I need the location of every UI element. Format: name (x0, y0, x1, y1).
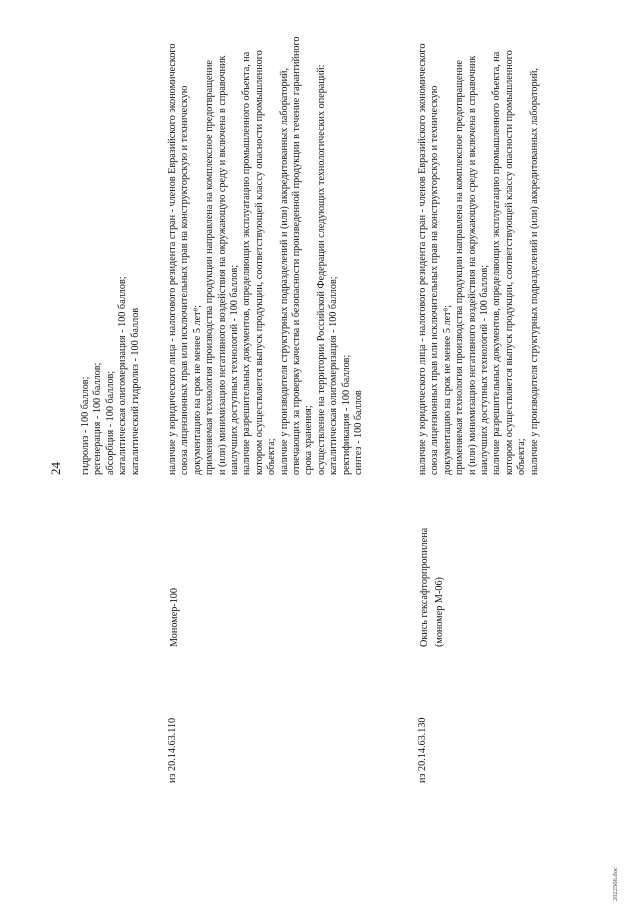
criteria-line: срока хранения; (303, 405, 315, 475)
criteria-line: ректификация - 100 баллов; (340, 354, 352, 475)
criteria-line: каталитическая олигомеризация - 100 баллов; (328, 276, 340, 475)
criteria-line: наличие разрешительных документов, определяющих эксплуатацию промышленного объекта, на (241, 51, 253, 475)
criteria-line: синтез - 100 баллов (353, 390, 365, 475)
criteria-line: и (или) минимизацию негативного воздействия на окружающую среду и включена в справочник (216, 55, 228, 475)
page-number: 24 (48, 462, 63, 475)
criteria-line: абсорбция - 100 баллов; (104, 370, 116, 475)
criteria-line: документацию на срок не менее 5 лет⁸; (441, 305, 453, 475)
product-criteria (417, 0, 541, 475)
criteria-line: каталитическая олигомеризация - 100 баллов; (117, 276, 129, 475)
criteria-line: объекта; (516, 438, 528, 475)
product-name: Мономер-100 (169, 588, 180, 647)
criteria-line: наличие у производителя структурных подразделений и (или) аккредитованных лабораторий, (528, 67, 540, 475)
criteria-line: наличие у юридического лица - налогового резидента стран - членов Евразийского экономического (417, 43, 428, 475)
criteria-line: документацию на срок не менее 5 лет⁸; (191, 305, 203, 475)
criteria-line: отвечающих за проверку качества и безопасности произведенной продукции в течение гарантийного (291, 36, 303, 475)
criteria-line: гидролиз - 100 баллов; (80, 376, 91, 475)
criteria-line: регенерация - 100 баллов; (92, 362, 104, 475)
file-code: 2022566.doc (612, 867, 619, 901)
criteria-line: союза лицензионных прав или исключительных прав на конструкторскую и техническую (179, 85, 191, 475)
product-code: из 20.14.63.110 (167, 717, 178, 783)
product-name: Окись гексафторпропилена (мономер М-06) (419, 527, 445, 647)
criteria-line: применяемая технология производства продукции направлена на комплексное предотвращение (204, 60, 216, 475)
criteria-line: применяемая технология производства продукции направлена на комплексное предотвращение (454, 60, 466, 475)
criteria-line: наилучших доступных технологий - 100 баллов; (229, 264, 241, 475)
product-code: из 20.14.63.130 (417, 717, 428, 783)
criteria-line: наличие у юридического лица - налогового резидента стран - членов Евразийского экономического (167, 43, 178, 475)
criteria-line: каталитический гидролиз - 100 баллов (129, 307, 141, 475)
criteria-line: котором осуществляется выпуск продукции, соответствующей классу опасности промышленного (503, 50, 515, 475)
criteria-line: наличие у производителя структурных подразделений и (или) аккредитованных лабораторий, (278, 67, 290, 475)
criteria-line: объекта; (266, 438, 278, 475)
criteria-line: котором осуществляется выпуск продукции, соответствующей классу опасности промышленного (253, 50, 265, 475)
criteria-line: и (или) минимизацию негативного воздействия на окружающую среду и включена в справочник (466, 55, 478, 475)
product-criteria (167, 0, 366, 475)
continued-criteria (80, 0, 142, 475)
criteria-line: осуществление на территории Российской Федерации следующих технологических операций: (315, 64, 327, 475)
criteria-line: наилучших доступных технологий - 100 баллов; (479, 264, 491, 475)
criteria-line: наличие разрешительных документов, определяющих эксплуатацию промышленного объекта, на (491, 51, 503, 475)
criteria-line: союза лицензионных прав или исключительных прав на конструкторскую и техническую (429, 85, 441, 475)
